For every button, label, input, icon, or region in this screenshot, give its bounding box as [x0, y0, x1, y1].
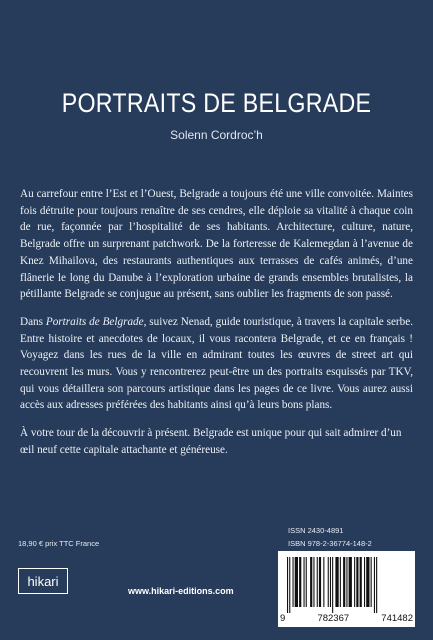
publisher-logo — [18, 568, 68, 594]
price-label: 18,90 € prix TTC France — [18, 539, 100, 548]
barcode-bar — [340, 557, 341, 607]
issn-label: ISSN 2430-4891 — [288, 526, 344, 535]
barcode-bar — [313, 557, 314, 607]
barcode-bars — [287, 557, 406, 613]
barcode-bar — [346, 557, 347, 607]
publisher-website: www.hikari-editions.com — [128, 586, 234, 596]
barcode-bar — [295, 557, 298, 607]
barcode-bar — [343, 557, 345, 607]
author-name: Solenn Cordroc’h — [170, 128, 263, 142]
barcode-bar — [335, 557, 338, 607]
barcode-bar — [310, 557, 312, 607]
isbn-label: ISBN 978-2-36774-148-2 — [288, 539, 372, 548]
barcode-bar — [317, 557, 318, 607]
barcode-bar — [299, 557, 301, 607]
barcode-bar — [349, 557, 352, 607]
barcode-bar — [356, 557, 358, 607]
barcode-bar — [366, 557, 369, 607]
book-title: PORTRAITS DE BELGRADE — [61, 88, 372, 118]
barcode-bar — [289, 557, 290, 613]
barcode-bar — [374, 557, 375, 613]
barcode-bar — [306, 557, 307, 607]
barcode-bar — [287, 557, 288, 613]
blurb-paragraph-2 — [20, 314, 413, 414]
blurb-p2-rest: , suivez Nenad, guide touristique, à travers la capitale serbe. Entre histoire et anecdotes de locaux, il vous racontera Belgrade, et ce en français ! Voyagez dans les rues de la ville en admirant toutes les œuvres de street art qui recouvrent les murs. Vous y rencontrerez peut-être un des portraits esquissés par TKV, qui vous détaillera son parcours artistique dans les pages de ce livre. Vous aurez aussi accès aux adresses préférées des habitants ainsi qu’à leurs bons plans. — [20, 315, 413, 412]
barcode-bar — [304, 557, 305, 607]
barcode-bar — [328, 557, 329, 607]
barcode-bar — [376, 557, 377, 613]
barcode-digits — [280, 613, 413, 624]
barcode-bar — [323, 557, 324, 607]
barcode-lead-digit: 9 — [280, 613, 286, 624]
book-title-inline: Portraits de Belgrade — [45, 315, 144, 328]
barcode-bar — [319, 557, 321, 607]
barcode-bar — [371, 557, 372, 607]
barcode-bar — [360, 557, 362, 607]
blurb-p2-start: Dans — [20, 315, 46, 328]
barcode-right-digits: 741482 — [381, 613, 413, 624]
isbn-barcode — [278, 551, 415, 627]
blurb-paragraph-1: Au carrefour entre l’Est et l’Ouest, Belgrade a toujours été une ville convoitée. Maintes fois détruite pour toujours renaître de ses cendres, elle déploie sa vitalité à chaque coin de rue, façonnée par l’hospitalité de ses habitants. Architecture, culture, nature, Belgrade offre un surprenant patchwork. De la forteresse de Kalemegdan à l’avenue de Knez Mihailova, des restaurants authentiques aux terrasses de cafés animés, d’une flânerie le long du Danube à l’exploration urbaine de grands ensembles brutalistes, la pétillante Belgrade se conjugue au présent, sans oublier les fragments de son passé. — [20, 188, 413, 301]
blurb — [20, 186, 413, 470]
barcode-left-digits: 782367 — [317, 613, 350, 624]
barcode-bar — [364, 557, 365, 607]
barcode-bar — [293, 557, 294, 607]
blurb-paragraph-3: À votre tour de la découvrir à présent. Belgrade est unique pour qui sait admirer d’un œil neuf cette capitale attachante et généreuse. — [20, 427, 402, 456]
barcode-bar — [354, 557, 355, 607]
publisher-name: hikari — [27, 573, 59, 589]
barcode-bar — [330, 557, 331, 607]
barcode-bar — [332, 557, 333, 613]
